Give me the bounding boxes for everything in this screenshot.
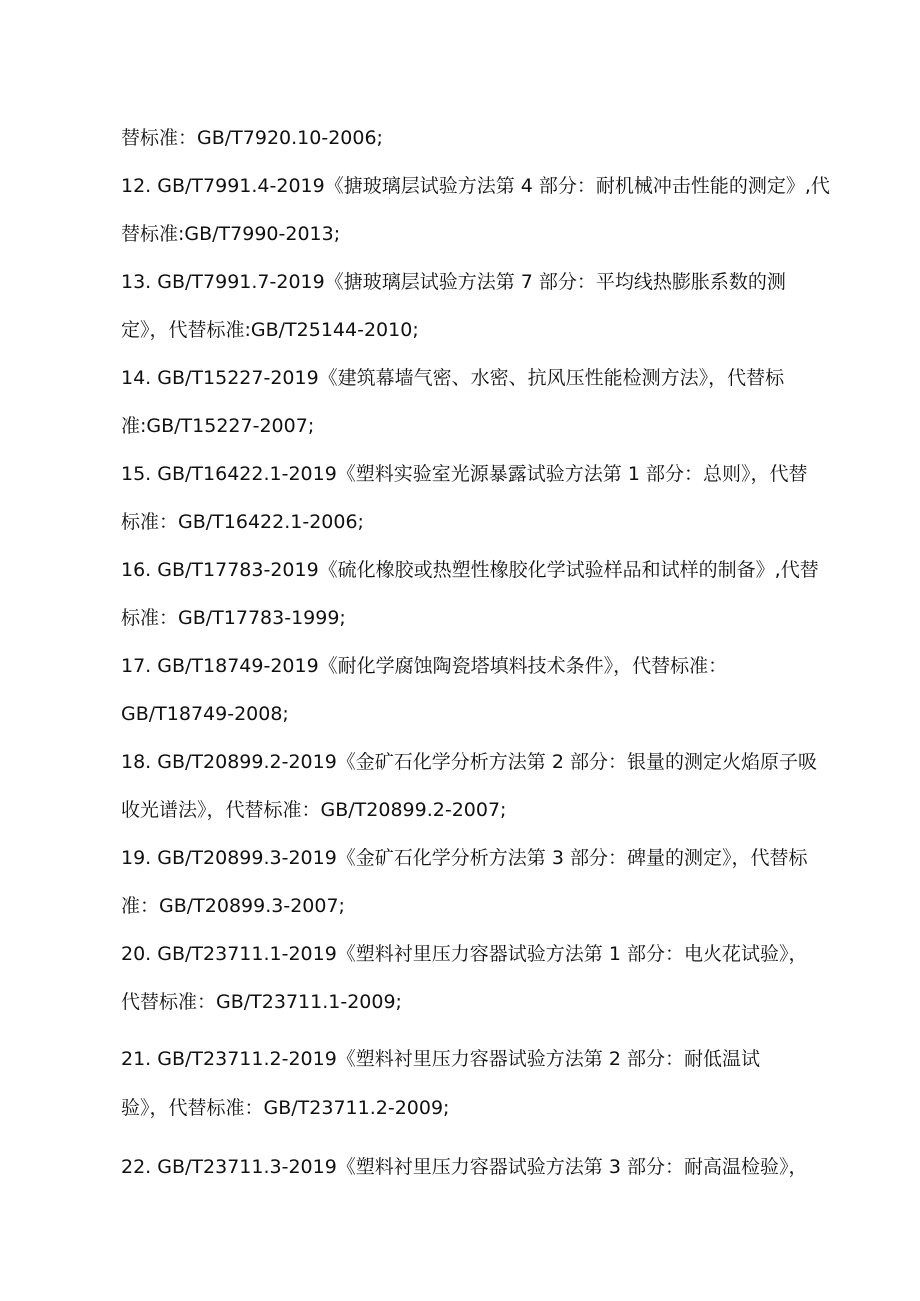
text-line: 15. GB/T16422.1-2019《塑料实验室光源暴露试验方法第 1 部分：总则》，代替: [121, 463, 808, 485]
text-line: 18. GB/T20899.2-2019《金矿石化学分析方法第 2 部分：银量的测定火焰原子吸: [121, 751, 817, 773]
text-line: 12. GB/T7991.4-2019《搪玻璃层试验方法第 4 部分：耐机械冲击性能的测定》,代: [121, 175, 830, 197]
text-line: 19. GB/T20899.3-2019《金矿石化学分析方法第 3 部分：碑量的测定》，代替标: [121, 847, 808, 869]
text-line: 16. GB/T17783-2019《硫化橡胶或热塑性橡胶化学试验样品和试样的制备》,代替: [121, 559, 819, 581]
text-line: 替标准:GB/T7990-2013;: [121, 223, 341, 245]
text-line: 替标准：GB/T7920.10-2006;: [121, 127, 383, 149]
text-line: 22. GB/T23711.3-2019《塑料衬里压力容器试验方法第 3 部分：耐高温检验》，: [121, 1156, 808, 1178]
text-line: 收光谱法》，代替标准：GB/T20899.2-2007;: [121, 799, 507, 821]
text-line: 准：GB/T20899.3-2007;: [121, 895, 345, 917]
text-line: 13. GB/T7991.7-2019《搪玻璃层试验方法第 7 部分：平均线热膨胀系数的测: [121, 271, 786, 293]
text-line: 21. GB/T23711.2-2019《塑料衬里压力容器试验方法第 2 部分：耐低温试: [121, 1048, 760, 1070]
text-line: 标准：GB/T16422.1-2006;: [121, 511, 364, 533]
text-line: 17. GB/T18749-2019《耐化学腐蚀陶瓷塔填料技术条件》，代替标准：: [121, 655, 728, 677]
text-line: 20. GB/T23711.1-2019《塑料衬里压力容器试验方法第 1 部分：电火花试验》，: [121, 943, 808, 965]
text-line: 代替标准：GB/T23711.1-2009;: [121, 991, 402, 1013]
text-line: 定》，代替标准:GB/T25144-2010;: [121, 319, 419, 341]
text-line: 14. GB/T15227-2019《建筑幕墙气密、水密、抗风压性能检测方法》，代替标: [121, 367, 785, 389]
text-line: 准:GB/T15227-2007;: [121, 415, 315, 437]
text-line: 标准：GB/T17783-1999;: [121, 607, 346, 629]
text-line: GB/T18749-2008;: [121, 703, 289, 725]
text-line: 验》，代替标准：GB/T23711.2-2009;: [121, 1097, 450, 1119]
